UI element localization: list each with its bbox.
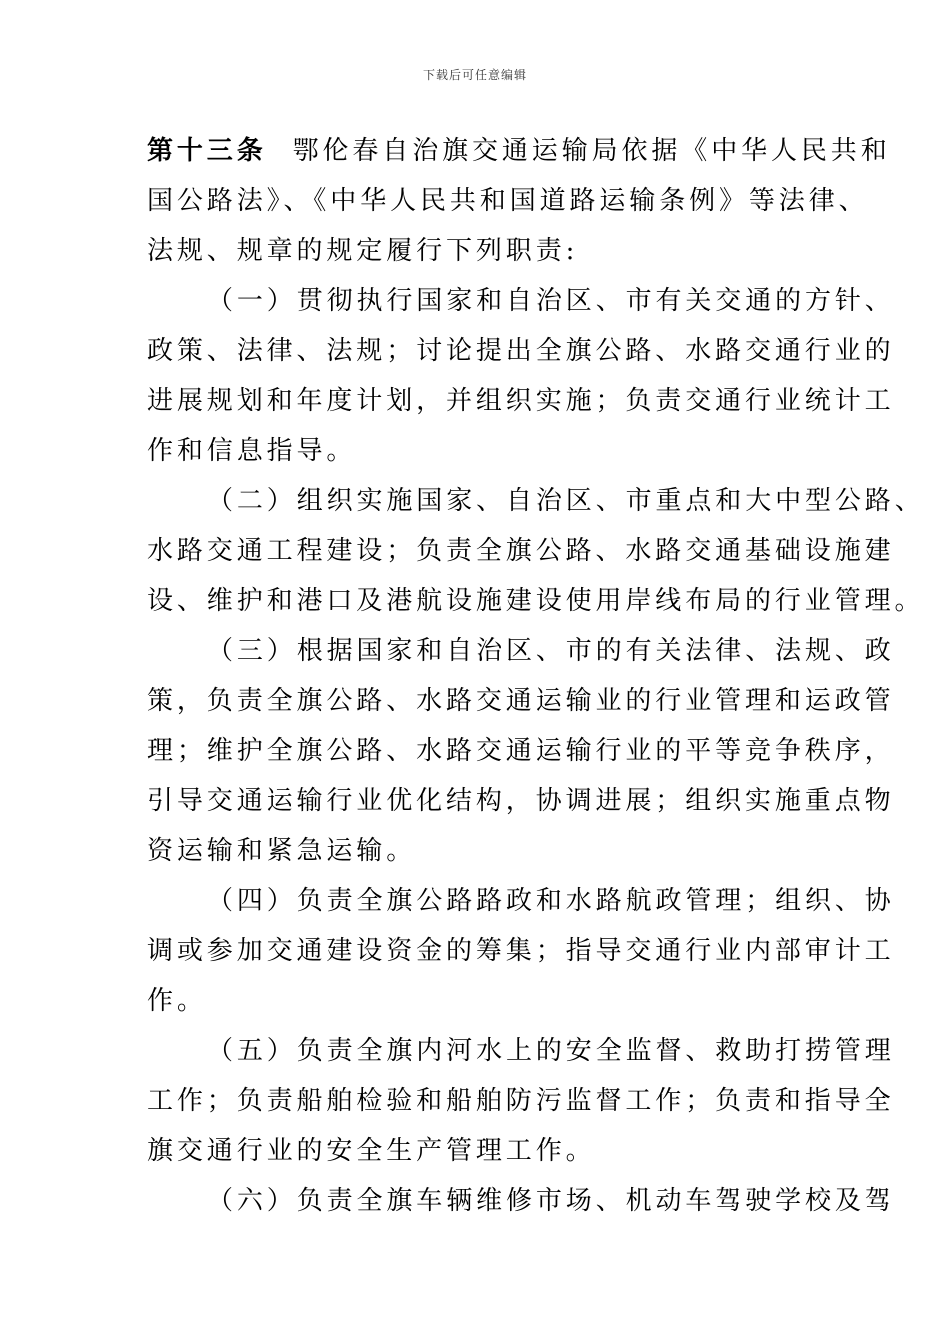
article-paragraph bbox=[147, 126, 891, 276]
duty-line: 作。 bbox=[147, 986, 207, 1016]
duty-item-1 bbox=[147, 276, 895, 476]
duty-line: 工作；负责船舶检验和船舶防污监督工作；负责和指导全 bbox=[147, 1086, 895, 1116]
duty-line: 水路交通工程建设；负责全旗公路、水路交通基础设施建 bbox=[147, 536, 895, 566]
duty-line: 旗交通行业的安全生产管理工作。 bbox=[147, 1136, 596, 1166]
document-body bbox=[147, 126, 925, 1226]
duty-line: （一）贯彻执行国家和自治区、市有关交通的方针、 bbox=[207, 286, 895, 316]
duty-line: （五）负责全旗内河水上的安全监督、救助打捞管理 bbox=[207, 1036, 895, 1066]
duty-line: 调或参加交通建设资金的筹集；指导交通行业内部审计工 bbox=[147, 936, 895, 966]
duty-line: 理；维护全旗公路、水路交通运输行业的平等竞争秩序， bbox=[147, 736, 895, 766]
duty-line: （四）负责全旗公路路政和水路航政管理；组织、协 bbox=[207, 886, 895, 916]
duty-line: 策，负责全旗公路、水路交通运输业的行业管理和运政管 bbox=[147, 686, 895, 716]
article-first-line bbox=[147, 126, 891, 176]
duty-item-5 bbox=[147, 1026, 895, 1176]
duty-line: 设、维护和港口及港航设施建设使用岸线布局的行业管理。 bbox=[147, 586, 925, 616]
duty-line: 资运输和紧急运输。 bbox=[147, 836, 417, 866]
duty-item-6 bbox=[147, 1176, 895, 1226]
duty-item-2 bbox=[147, 476, 925, 626]
duty-item-4 bbox=[147, 876, 895, 1026]
page-header-note: 下载后可任意编辑 bbox=[422, 68, 527, 82]
duty-line: （三）根据国家和自治区、市的有关法律、法规、政 bbox=[207, 636, 895, 666]
article-label: 第十三条 bbox=[147, 136, 267, 166]
article-text-line: 鄂伦春自治旗交通运输局依据《中华人民共和 bbox=[292, 136, 891, 166]
article-text-line: 国公路法》、《中华人民共和国道路运输条例》等法律、 bbox=[147, 186, 869, 216]
duty-line: （六）负责全旗车辆维修市场、机动车驾驶学校及驾 bbox=[207, 1186, 895, 1216]
duty-line: 政策、法律、法规；讨论提出全旗公路、水路交通行业的 bbox=[147, 336, 895, 366]
duty-line: 作和信息指导。 bbox=[147, 436, 357, 466]
duty-line: 引导交通运输行业优化结构，协调进展；组织实施重点物 bbox=[147, 786, 895, 816]
duty-line: 进展规划和年度计划，并组织实施；负责交通行业统计工 bbox=[147, 386, 895, 416]
duty-line: （二）组织实施国家、自治区、市重点和大中型公路、 bbox=[207, 486, 925, 516]
article-text-line: 法规、规章的规定履行下列职责: bbox=[147, 236, 579, 266]
duty-item-3 bbox=[147, 626, 895, 876]
